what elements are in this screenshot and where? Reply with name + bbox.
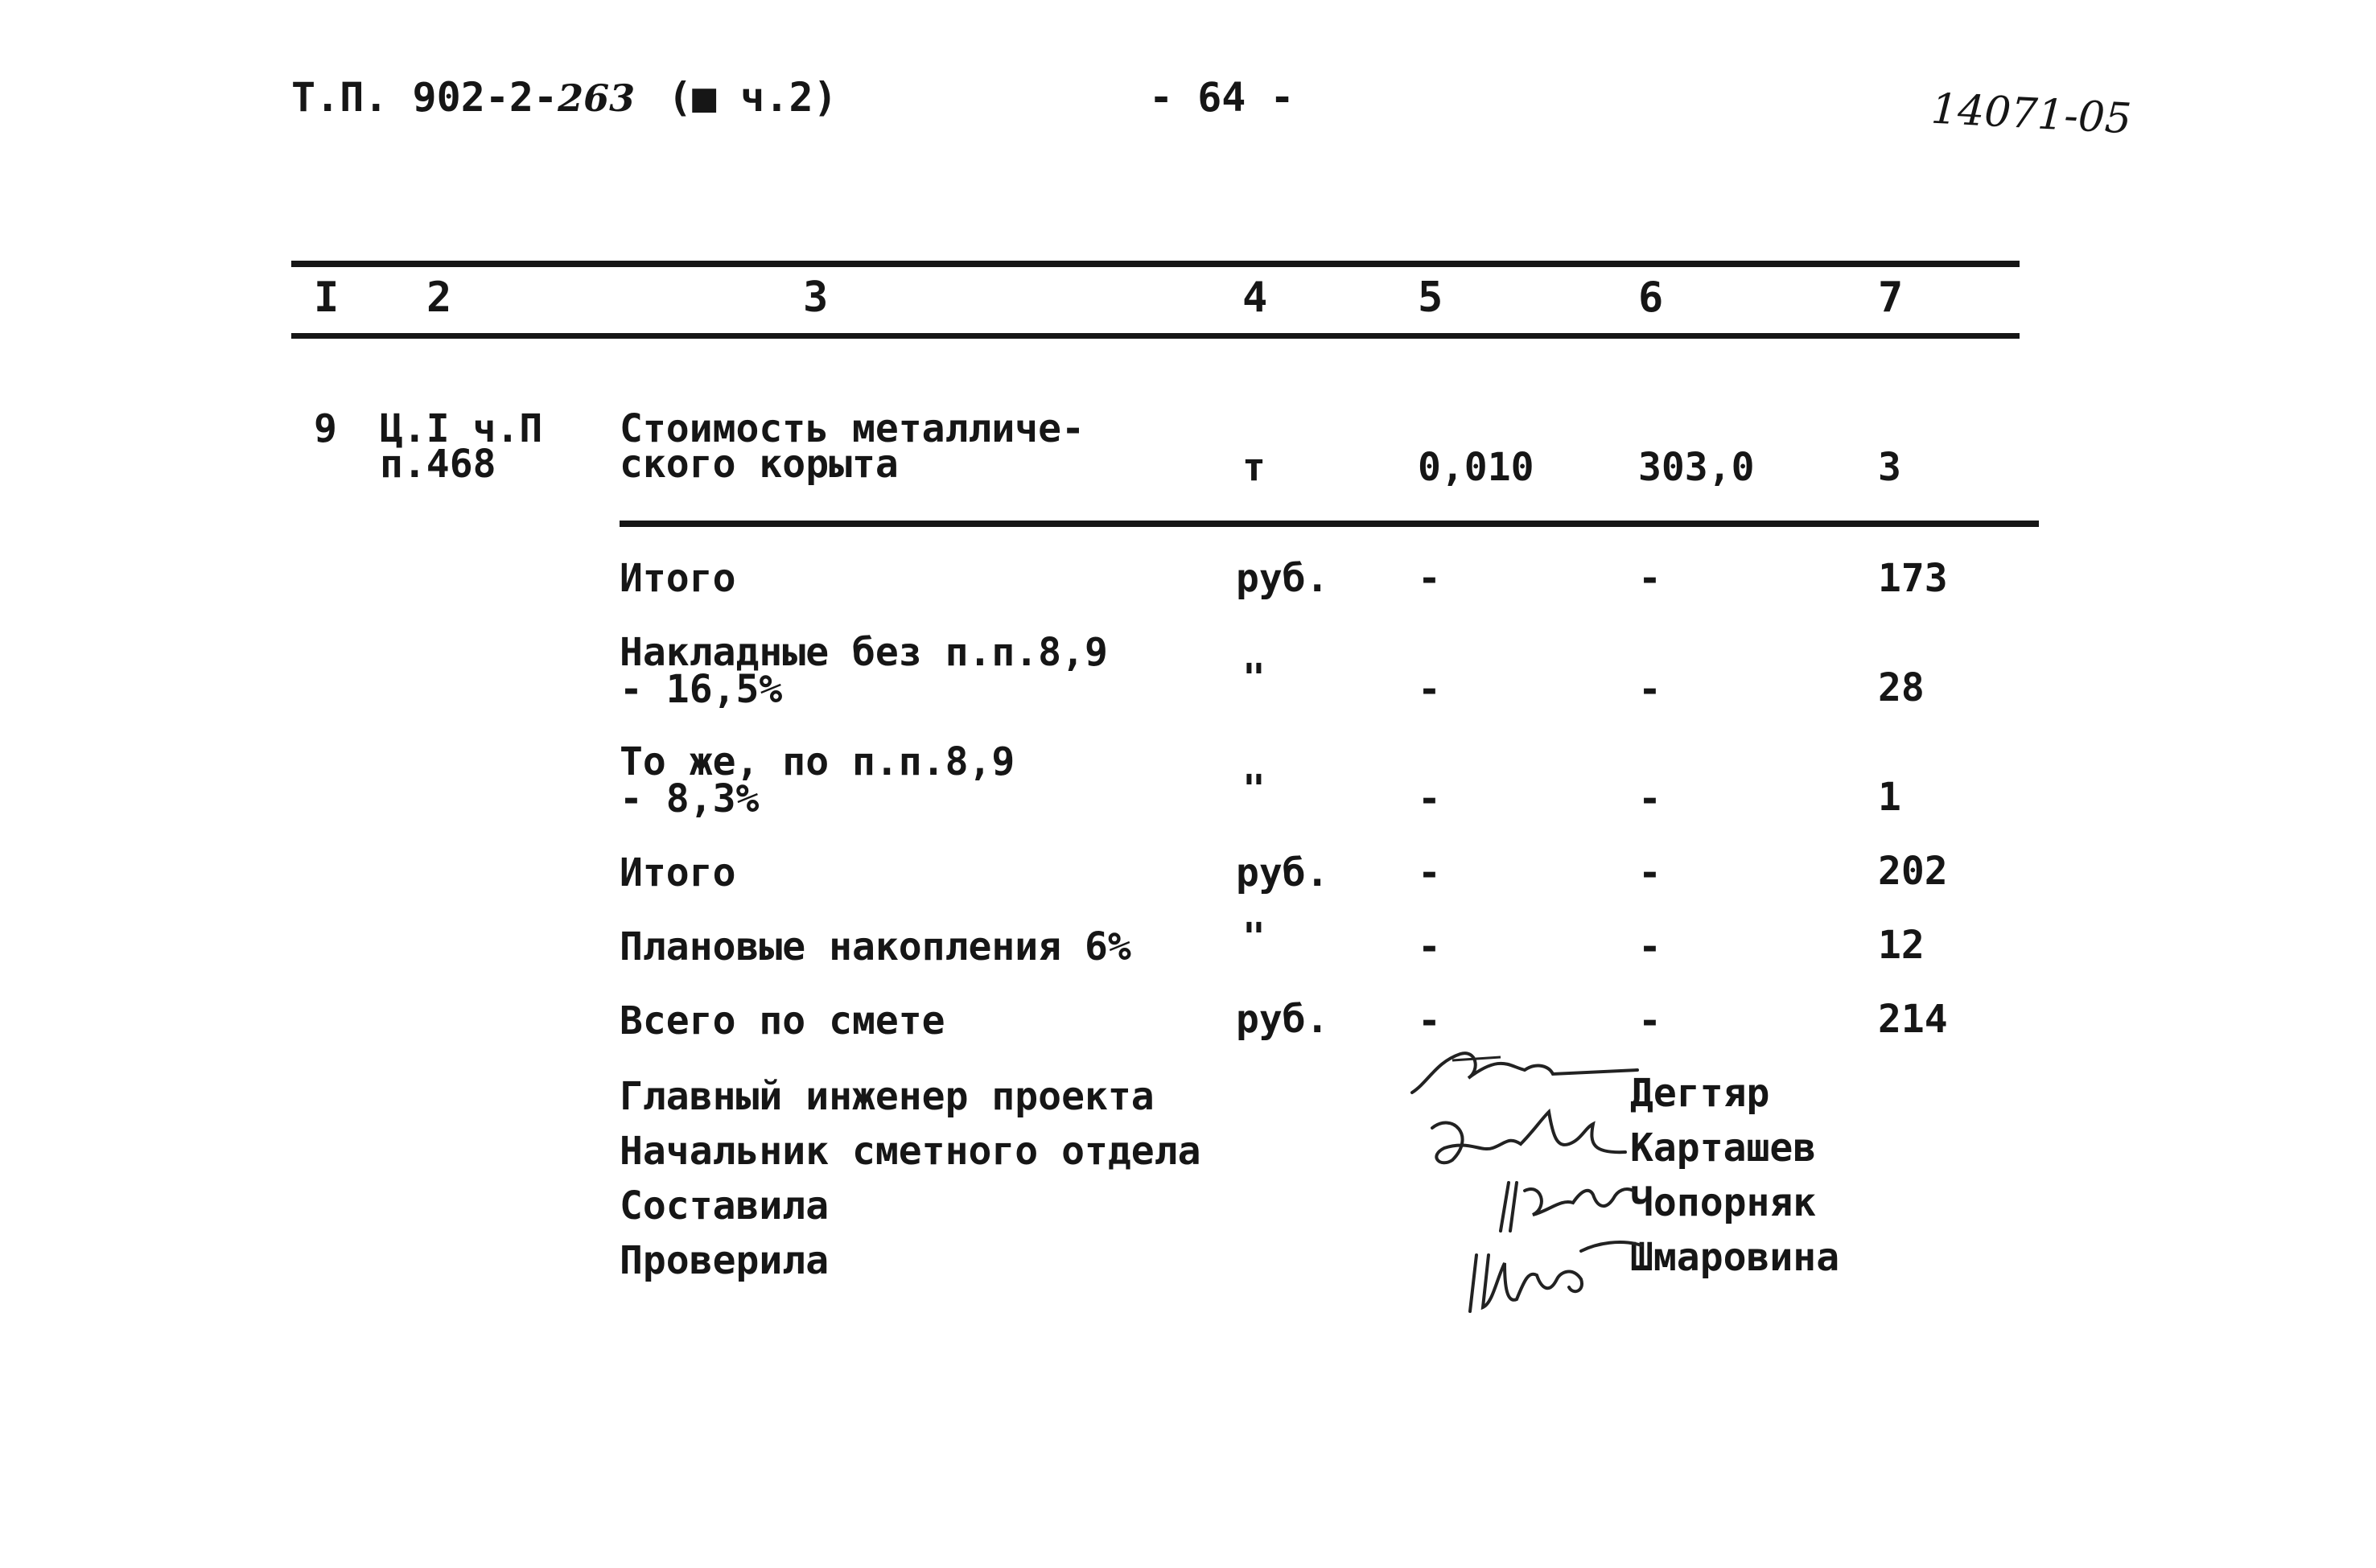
signature-role: Проверила <box>620 1238 830 1283</box>
signature-role: Главный инженер проекта <box>620 1074 1155 1119</box>
signature-name: Чопорняк <box>1630 1180 1817 1225</box>
summary-col6: - <box>1638 850 1662 895</box>
subtotal-rule <box>620 521 2039 527</box>
summary-col6: - <box>1638 667 1662 712</box>
col-header-5: 5 <box>1418 274 1443 322</box>
summary-col5: - <box>1418 998 1441 1043</box>
summary-col5: - <box>1418 667 1441 712</box>
item-number: 9 <box>314 406 337 451</box>
col-header-7: 7 <box>1878 274 1904 322</box>
col-header-3: 3 <box>803 274 829 322</box>
item-desc-line1: Стоимость металличе- <box>620 406 1085 451</box>
summary-total: 28 <box>1878 665 1925 710</box>
summary-desc: Плановые накопления 6% <box>620 924 1131 969</box>
handwritten-signature-1 <box>1404 1038 1645 1113</box>
summary-unit: " <box>1242 915 1266 960</box>
item-code-line1: Ц.I ч.П <box>380 406 543 451</box>
summary-desc-line2: - 8,3% <box>620 776 760 821</box>
col-header-6: 6 <box>1638 274 1664 322</box>
signature-name: Карташев <box>1630 1126 1817 1171</box>
page-number: - 64 - <box>1149 74 1295 121</box>
signature-role: Составила <box>620 1183 830 1228</box>
table-header-rule <box>291 333 2020 339</box>
summary-col5: - <box>1418 850 1441 895</box>
summary-col5: - <box>1418 556 1441 601</box>
col-header-4: 4 <box>1242 274 1268 322</box>
table-top-rule <box>291 261 2020 267</box>
item-price: 303,0 <box>1638 445 1755 490</box>
summary-col5: - <box>1418 776 1441 821</box>
summary-unit: " <box>1242 767 1266 812</box>
item-unit: т <box>1242 445 1266 490</box>
doc-code-handwritten: 263 <box>558 76 636 120</box>
summary-total: 1 <box>1878 775 1901 820</box>
signature-name: Дегтяр <box>1630 1071 1770 1116</box>
summary-desc: Накладные без п.п.8,9 <box>620 630 1108 675</box>
summary-col5: - <box>1418 924 1441 969</box>
item-quantity: 0,010 <box>1418 445 1534 490</box>
summary-total: 214 <box>1878 997 1948 1042</box>
summary-desc: Итого <box>620 556 736 601</box>
summary-total: 12 <box>1878 923 1925 968</box>
summary-unit: " <box>1242 656 1266 701</box>
summary-col6: - <box>1638 776 1662 821</box>
summary-desc-line2: - 16,5% <box>620 667 783 712</box>
signature-role: Начальник сметного отдела <box>620 1129 1201 1174</box>
item-code-line2: п.468 <box>380 442 496 487</box>
summary-total: 202 <box>1878 849 1948 894</box>
signature-name: Шмаровина <box>1630 1235 1840 1280</box>
summary-unit: руб. <box>1236 997 1329 1042</box>
summary-unit: руб. <box>1236 556 1329 601</box>
doc-part: (■ ч.2) <box>668 74 838 121</box>
col-header-1: I <box>314 274 340 322</box>
handwritten-signature-4 <box>1460 1231 1645 1323</box>
summary-desc: Всего по смете <box>620 998 945 1043</box>
summary-col6: - <box>1638 924 1662 969</box>
summary-col6: - <box>1638 998 1662 1043</box>
doc-code-prefix: Т.П. 902-2- <box>291 74 558 121</box>
item-desc-line2: ского корыта <box>620 442 899 487</box>
summary-col6: - <box>1638 556 1662 601</box>
archive-number: 14071-05 <box>1929 84 2133 144</box>
summary-unit: руб. <box>1236 850 1329 895</box>
summary-desc: Итого <box>620 850 736 895</box>
summary-total: 173 <box>1878 556 1948 601</box>
summary-desc: То же, по п.п.8,9 <box>620 739 1015 784</box>
col-header-2: 2 <box>426 274 452 322</box>
doc-code <box>291 74 635 121</box>
item-total: 3 <box>1878 445 1901 490</box>
